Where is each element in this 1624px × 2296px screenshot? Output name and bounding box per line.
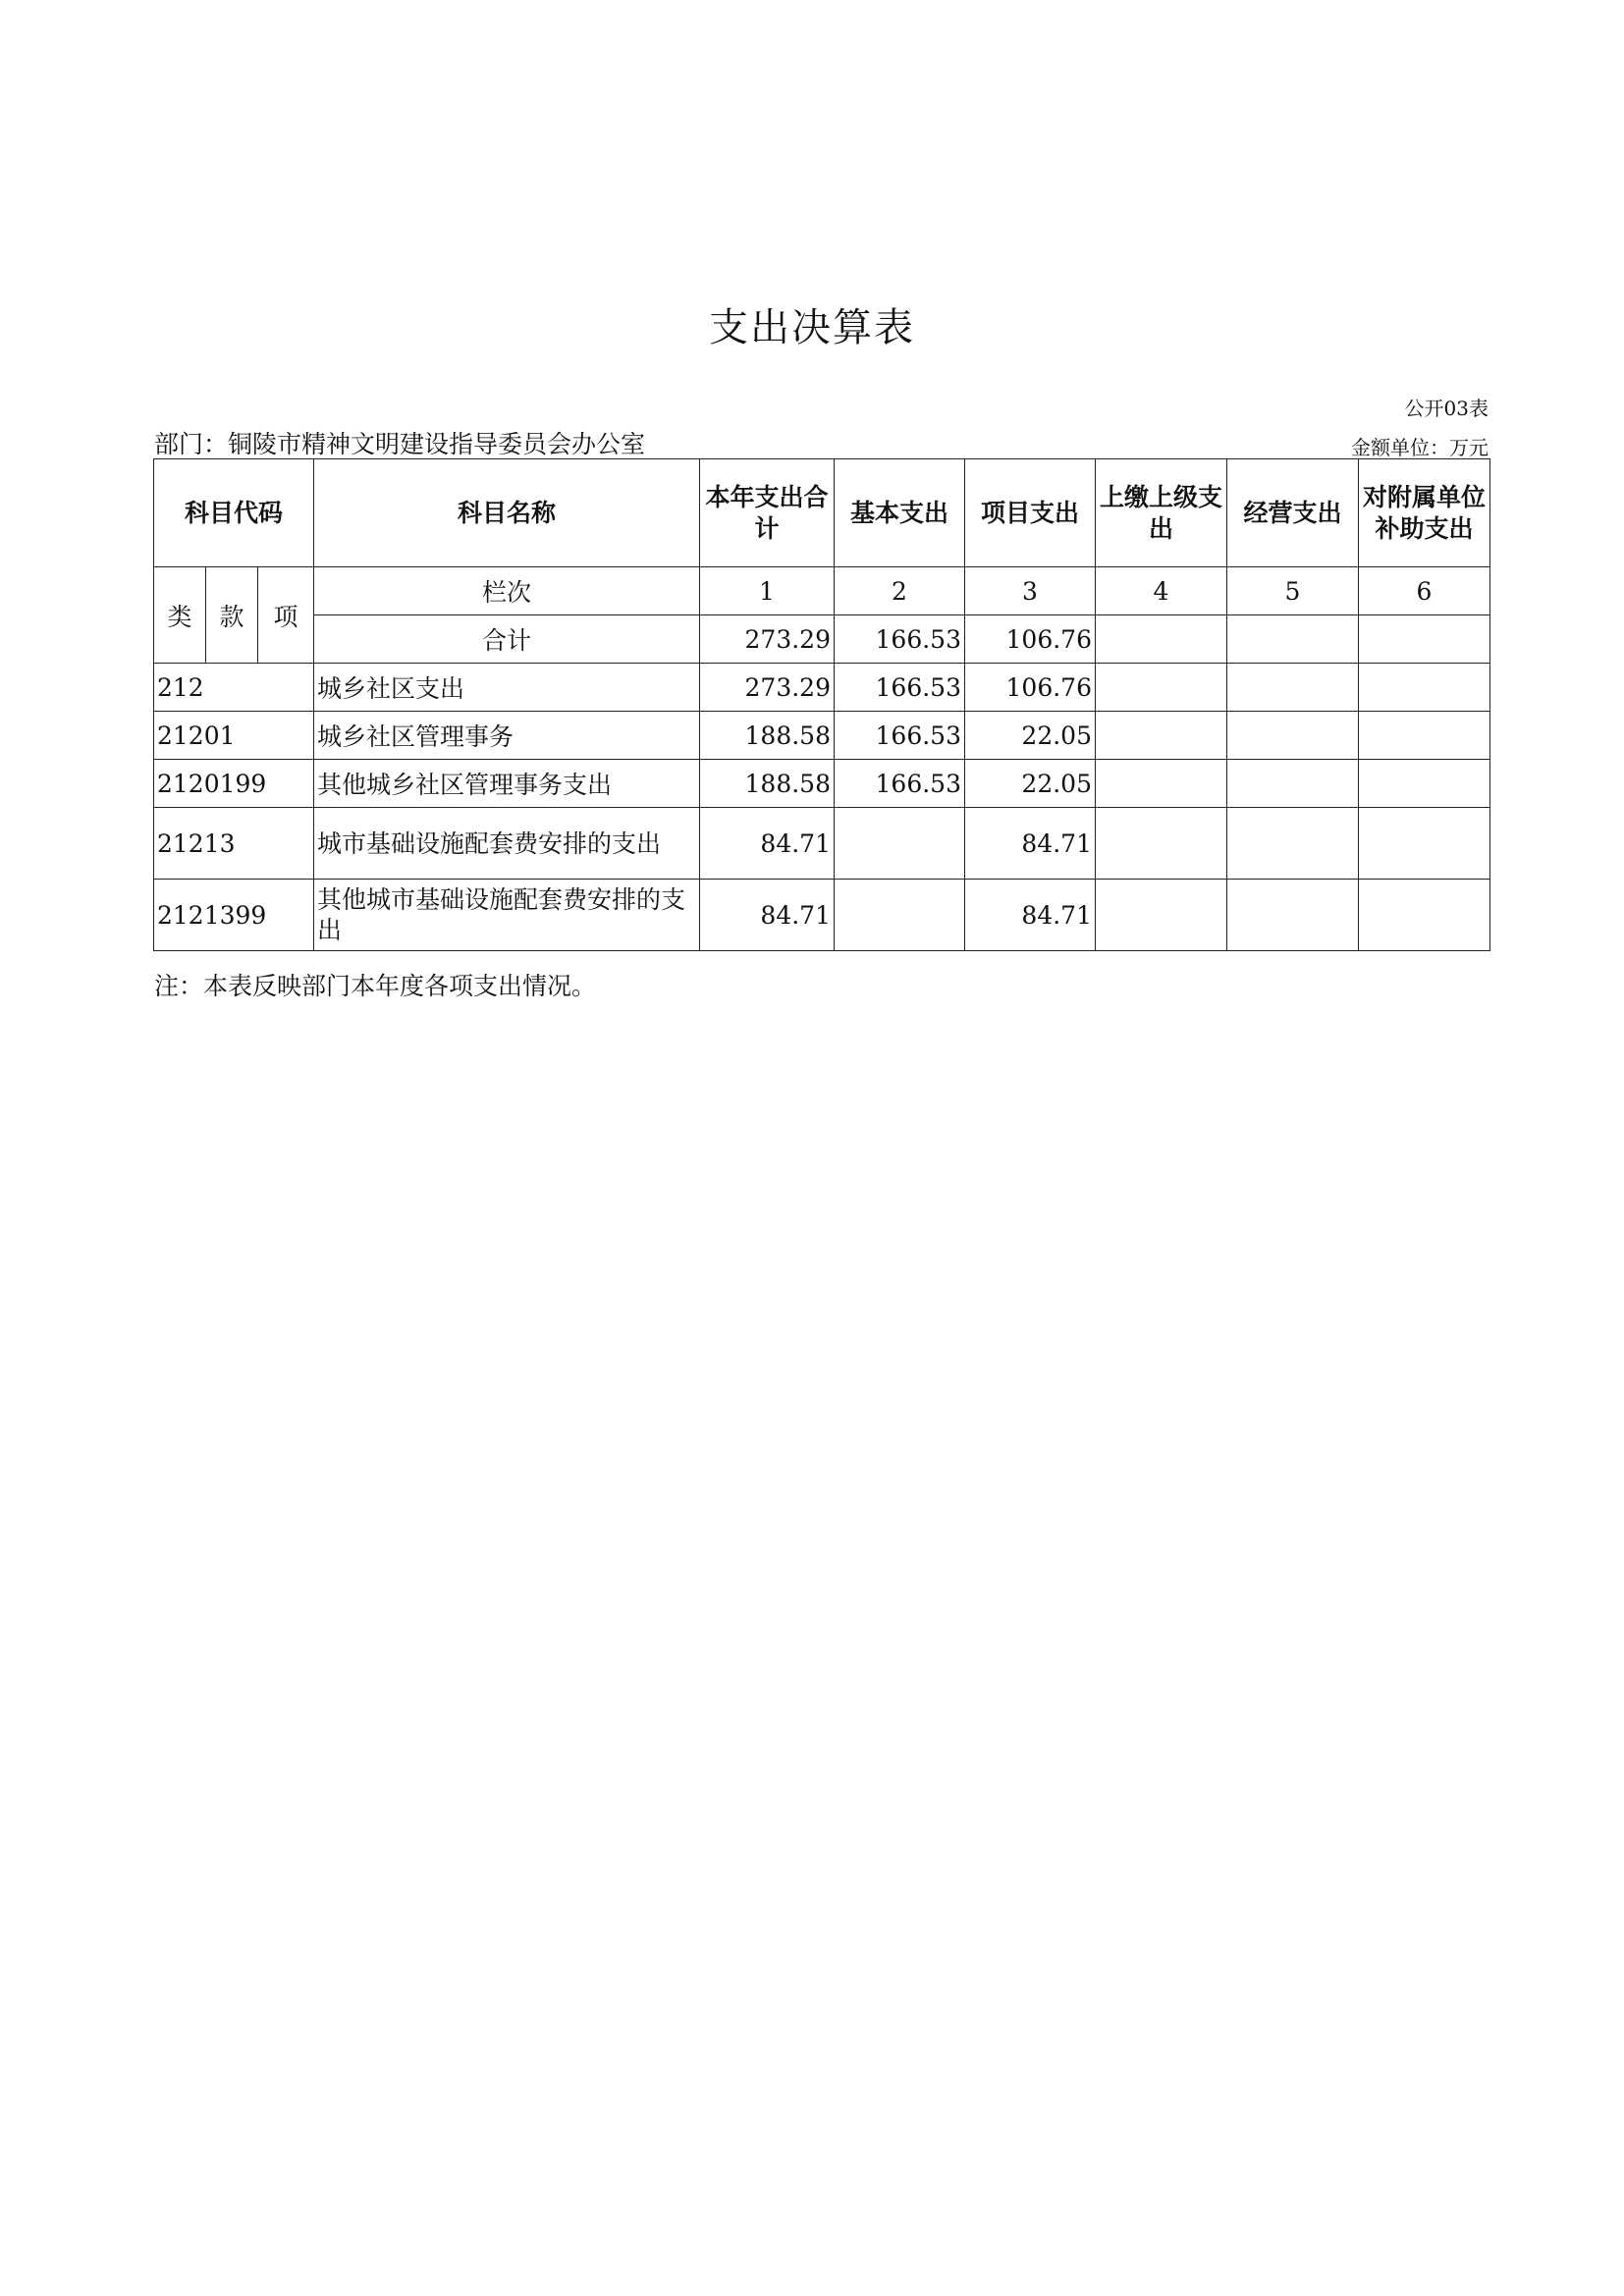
table-row xyxy=(154,808,1490,880)
row-basic: 166.53 xyxy=(835,760,965,808)
row-basic: 166.53 xyxy=(835,712,965,760)
table-row xyxy=(154,712,1490,760)
row-code: 2120199 xyxy=(154,760,314,808)
department-label: 部门：铜陵市精神文明建设指导委员会办公室 xyxy=(154,430,646,458)
header-row xyxy=(154,459,1490,567)
row-code: 2121399 xyxy=(154,880,314,951)
row-subsidy xyxy=(1359,880,1490,951)
row-subsidy xyxy=(1359,712,1490,760)
row-basic: 166.53 xyxy=(835,664,965,712)
col-num-2: 2 xyxy=(835,567,965,615)
header-upper: 上缴上级支出 xyxy=(1096,459,1227,567)
table-row xyxy=(154,760,1490,808)
row-subsidy xyxy=(1359,808,1490,880)
row-subsidy xyxy=(1359,760,1490,808)
row-business xyxy=(1227,712,1359,760)
row-project: 106.76 xyxy=(965,664,1096,712)
row-name: 城乡社区管理事务 xyxy=(314,712,700,760)
row-code: 21201 xyxy=(154,712,314,760)
row-basic xyxy=(835,808,965,880)
row-upper xyxy=(1096,760,1227,808)
row-business xyxy=(1227,664,1359,712)
row-name: 城乡社区支出 xyxy=(314,664,700,712)
row-upper xyxy=(1096,712,1227,760)
form-number: 公开03表 xyxy=(1404,397,1489,420)
header-kuan: 款 xyxy=(206,567,258,664)
row-total: 188.58 xyxy=(700,760,835,808)
header-project: 项目支出 xyxy=(965,459,1096,567)
header-basic: 基本支出 xyxy=(835,459,965,567)
page-title: 支出决算表 xyxy=(709,305,915,350)
row-business xyxy=(1227,808,1359,880)
row-total: 84.71 xyxy=(700,880,835,951)
row-business xyxy=(1227,760,1359,808)
row-total: 273.29 xyxy=(700,664,835,712)
header-xiang: 项 xyxy=(258,567,314,664)
row-name: 其他城市基础设施配套费安排的支出 xyxy=(314,880,700,951)
header-lei: 类 xyxy=(154,567,206,664)
row-code: 212 xyxy=(154,664,314,712)
table-row xyxy=(154,664,1490,712)
column-number-row xyxy=(154,567,1490,615)
row-name: 其他城乡社区管理事务支出 xyxy=(314,760,700,808)
table-note: 注：本表反映部门本年度各项支出情况。 xyxy=(154,972,597,1000)
total-total: 273.29 xyxy=(700,615,835,664)
row-name: 城市基础设施配套费安排的支出 xyxy=(314,808,700,880)
col-num-6: 6 xyxy=(1359,567,1490,615)
row-project: 22.05 xyxy=(965,760,1096,808)
col-num-4: 4 xyxy=(1096,567,1227,615)
column-label: 栏次 xyxy=(314,567,700,615)
total-basic: 166.53 xyxy=(835,615,965,664)
total-label: 合计 xyxy=(314,615,700,664)
row-basic xyxy=(835,880,965,951)
header-name: 科目名称 xyxy=(314,459,700,567)
total-row xyxy=(154,615,1490,664)
row-business xyxy=(1227,880,1359,951)
col-num-1: 1 xyxy=(700,567,835,615)
row-project: 84.71 xyxy=(965,880,1096,951)
total-upper xyxy=(1096,615,1227,664)
row-subsidy xyxy=(1359,664,1490,712)
col-num-3: 3 xyxy=(965,567,1096,615)
total-subsidy xyxy=(1359,615,1490,664)
row-total: 84.71 xyxy=(700,808,835,880)
header-business: 经营支出 xyxy=(1227,459,1359,567)
row-upper xyxy=(1096,664,1227,712)
row-upper xyxy=(1096,808,1227,880)
amount-unit-label: 金额单位：万元 xyxy=(1351,436,1489,459)
total-business xyxy=(1227,615,1359,664)
row-total: 188.58 xyxy=(700,712,835,760)
total-project: 106.76 xyxy=(965,615,1096,664)
table-row xyxy=(154,880,1490,951)
row-code: 21213 xyxy=(154,808,314,880)
expenditure-table xyxy=(153,458,1490,951)
header-code: 科目代码 xyxy=(154,459,314,567)
row-upper xyxy=(1096,880,1227,951)
col-num-5: 5 xyxy=(1227,567,1359,615)
row-project: 22.05 xyxy=(965,712,1096,760)
row-project: 84.71 xyxy=(965,808,1096,880)
header-total: 本年支出合计 xyxy=(700,459,835,567)
header-subsidy: 对附属单位补助支出 xyxy=(1359,459,1490,567)
